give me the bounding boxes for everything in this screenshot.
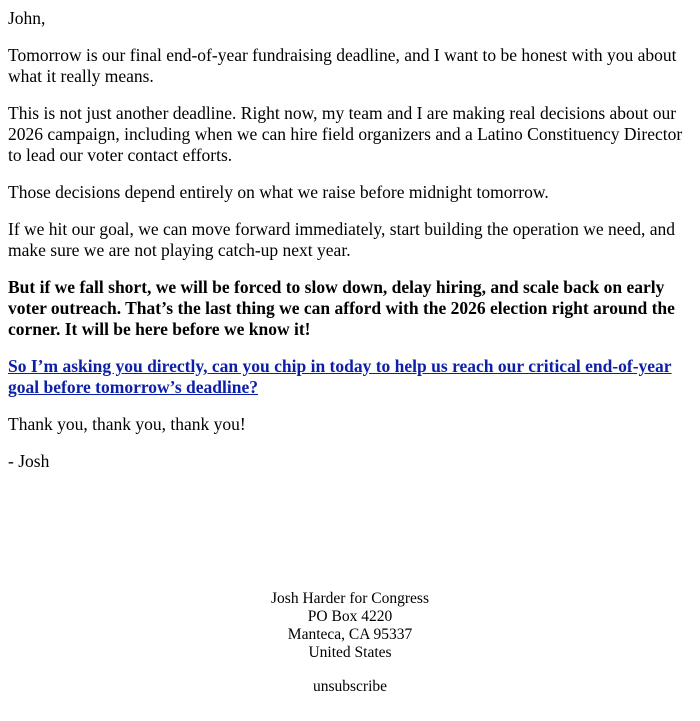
unsubscribe-link[interactable]: unsubscribe [312,678,388,695]
donate-cta-link[interactable]: So I’m asking you directly, can you chip in today to help us reach our critical end-of-year goal before tomorrow’s deadline? [8,356,672,397]
footer-org-name: Josh Harder for Congress [271,590,429,607]
paragraph-fall-short: But if we fall short, we will be forced to slow down, delay hiring, and scale back on early voter outreach. That’s the last thing we can afford with the 2026 election right around the corner. It will be here before we know it! [8,277,675,339]
paragraph-depend: Those decisions depend entirely on what we raise before midnight tomorrow. [8,182,549,202]
thanks-text: Thank you, thank you, thank you! [8,414,246,434]
cta-paragraph [8,356,692,398]
signature: - Josh [8,451,50,471]
footer-city: Manteca, CA 95337 [287,626,413,643]
greeting: John, [8,8,46,28]
paragraph-deadline: Tomorrow is our final end-of-year fundraising deadline, and I want to be honest with you about what it really means. [8,45,677,86]
paragraph-decisions: This is not just another deadline. Right now, my team and I are making real decisions about our 2026 campaign, including when we can hire field organizers and a Latino Constituency Director to lead our voter contact efforts. [8,103,683,165]
footer-country: United States [308,644,392,661]
paragraph-goal: If we hit our goal, we can move forward immediately, start building the operation we need, and make sure we are not playing catch-up next year. [8,219,676,260]
email-body [8,8,692,488]
footer-po-box: PO Box 4220 [307,608,393,625]
email-footer [0,590,700,696]
